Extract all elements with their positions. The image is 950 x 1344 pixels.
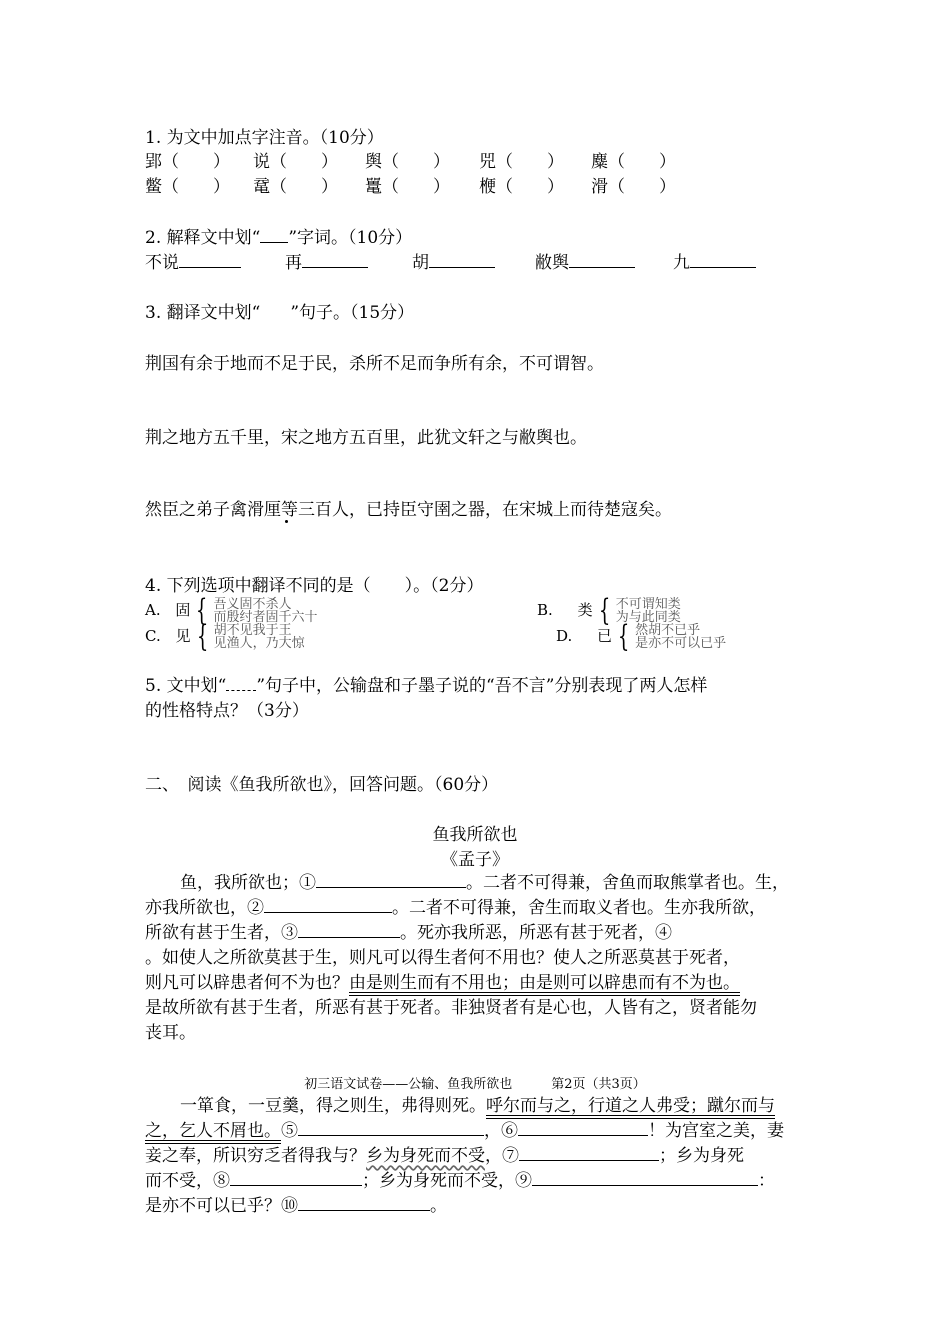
option-char: 类 (577, 601, 593, 619)
option-label: A. (145, 601, 161, 619)
passage-line: 鱼，我所欲也；① 。二者不可得兼，舍鱼而取熊掌者也。生， (180, 873, 789, 893)
q2-title (145, 226, 412, 250)
option-char: 见 (175, 627, 191, 645)
passage-line: 是故所欲有甚于生者，所恶有甚于死者。非独贤者有是心也，人皆有之，贤者能勿 (145, 998, 757, 1018)
passage-line: 之，乞人不屑也。⑤ ，⑥ ！为宫室之美，妻 (145, 1121, 784, 1141)
q5-pre: 5. 文中划“ (145, 676, 227, 696)
underlined-sentence: 之，乞人不屑也。 (145, 1121, 281, 1141)
q5-line-2: 的性格特点？（3分） (145, 701, 309, 721)
option-char: 固 (175, 601, 191, 619)
q3-sentence-1: 荆国有余于地而不足于民，杀所不足而争所有余，不可谓智。 (145, 354, 604, 374)
q1-item: 鼋（ ） (253, 177, 338, 197)
q1-item: 郢（ ） (145, 152, 230, 172)
answer-blank-9[interactable] (532, 1169, 758, 1186)
brace-icon: { (598, 593, 610, 628)
passage-line: 丧耳。 (145, 1023, 196, 1043)
passage-line: 而不受，⑧ ；乡为身死而不受，⑨ ： (145, 1171, 775, 1191)
q1-item: 麋（ ） (591, 152, 676, 172)
option-lines: 吾义固不杀人 而殷纣者固千六十 (213, 597, 318, 625)
q1-item: 鼍（ ） (365, 177, 450, 197)
answer-blank-3[interactable] (298, 921, 400, 938)
emphasis-dot (285, 520, 288, 523)
q1-item: 鳖（ ） (145, 177, 230, 197)
q5-line-1 (145, 674, 707, 698)
section2-heading: 二、 阅读《鱼我所欲也》，回答问题。（60分） (145, 775, 499, 795)
underlined-sentence: 呼尔而与之，行道之人弗受；蹴尔而与 (486, 1096, 775, 1116)
q1-row1 (145, 150, 696, 174)
wavy-underline-sample (260, 301, 290, 325)
answer-blank[interactable] (569, 251, 635, 268)
passage-title: 鱼我所欲也 (432, 825, 518, 845)
answer-blank-1[interactable] (316, 871, 466, 888)
answer-blank[interactable] (302, 251, 368, 268)
answer-blank-8[interactable] (230, 1169, 362, 1186)
q3-sentence-2: 荆之地方五千里，宋之地方五百里，此犹文轩之与敝舆也。 (145, 428, 587, 448)
q2-word: 不说 (145, 253, 179, 273)
q3-title-pre: 3. 翻译文中划“ (145, 303, 261, 323)
page-footer: 初三语文试卷——公输、鱼我所欲也 第2页（共3页） (304, 1077, 646, 1092)
passage-line: 是亦不可以已乎？⑩ 。 (145, 1196, 447, 1216)
option-lines: 不可谓知类 为与此同类 (615, 597, 681, 625)
passage-line: 则凡可以辟患者何不为也？由是则生而有不用也；由是则可以辟患而有不为也。 (145, 973, 740, 993)
q2-title-pre: 2. 解释文中划“ (145, 228, 261, 248)
underline-sample (226, 674, 256, 691)
q1-row2 (145, 175, 696, 199)
passage-author: 《孟子》 (441, 850, 509, 870)
answer-blank[interactable] (179, 251, 241, 268)
q5-post: ”句子中，公输盘和子墨子说的“吾不言”分别表现了两人怎样 (256, 676, 708, 696)
q1-title: 1. 为文中加点字注音。（10分） (145, 128, 384, 148)
option-lines: 胡不见我于王 见渔人，乃大惊 (213, 623, 305, 651)
option-char: 已 (597, 627, 613, 645)
underlined-sentence: 由是则生而有不用也；由是则可以辟患而有不为也。 (349, 973, 740, 993)
q2-words (145, 251, 756, 275)
answer-blank-7[interactable] (519, 1144, 659, 1161)
passage-line: 。如使人之所欲莫甚于生，则凡可以得生者何不用也？使人之所恶莫甚于死者， (145, 948, 740, 968)
option-label: D. (556, 627, 573, 645)
q1-item: 滑（ ） (591, 177, 676, 197)
option-lines: 然胡不已乎 是亦不可以已乎 (635, 623, 727, 651)
brace-icon: { (617, 619, 630, 654)
option-label: B. (537, 601, 553, 619)
q4-title: 4. 下列选项中翻译不同的是（ ）。（2分） (145, 576, 484, 596)
passage-line: 所欲有甚于生者，③ 。死亦我所恶，所恶有甚于死者，④ (145, 923, 672, 943)
passage-line: 亦我所欲也，② 。二者不可得兼，舍生而取义者也。生亦我所欲， (145, 898, 766, 918)
brace-icon: { (196, 619, 208, 654)
q4-option-c[interactable] (145, 619, 305, 654)
answer-blank-5[interactable] (298, 1119, 484, 1136)
answer-blank-10[interactable] (298, 1194, 430, 1211)
q3-title-post: ”句子。（15分） (290, 303, 415, 323)
q2-word: 再 (285, 253, 302, 273)
option-label: C. (145, 627, 161, 645)
q2-word: 胡 (412, 253, 429, 273)
answer-blank[interactable] (690, 251, 756, 268)
q2-word: 九 (673, 253, 690, 273)
answer-blank[interactable] (429, 251, 495, 268)
q1-item: 舆（ ） (365, 152, 450, 172)
underline-sample (260, 226, 288, 243)
q1-item: 兕（ ） (479, 152, 564, 172)
q1-item: 楩（ ） (479, 177, 564, 197)
answer-blank-6[interactable] (518, 1119, 648, 1136)
wavy-underlined-text: 乡为身死而不受 (366, 1146, 485, 1166)
brace-icon: { (196, 593, 208, 628)
q3-sentence-3: 然臣之弟子禽滑厘等三百人，已持臣守圉之器，在宋城上而待楚寇矣。 (145, 500, 672, 520)
passage-line: 妾之奉，所识穷乏者得我与？乡为身死而不受，⑦ ；乡为身死 (145, 1146, 744, 1166)
passage-line: 一箪食，一豆羹，得之则生，弗得则死。呼尔而与之，行道之人弗受；蹴尔而与 (180, 1096, 775, 1116)
q4-option-d[interactable] (556, 619, 727, 654)
answer-blank-2[interactable] (264, 896, 392, 913)
q3-title (145, 301, 414, 325)
q2-word: 敝舆 (535, 253, 569, 273)
q1-item: 说（ ） (253, 152, 338, 172)
q2-title-post: ”字词。（10分） (288, 228, 413, 248)
